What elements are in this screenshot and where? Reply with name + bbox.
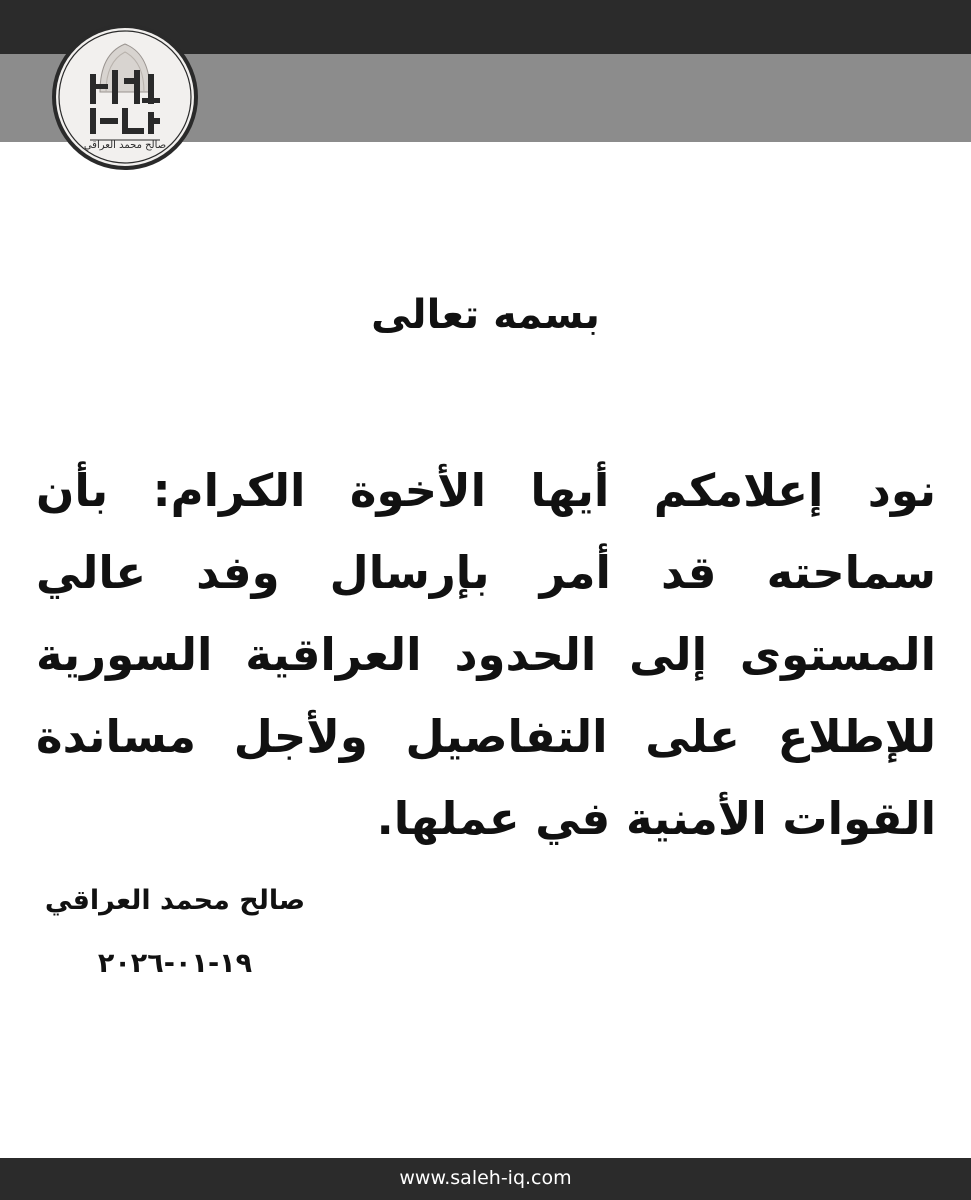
signature-name: صالح محمد العراقي <box>44 885 306 916</box>
saleh-logo-seal <box>50 22 200 172</box>
document-date: ١٩-٠١-٢٠٢٦ <box>97 948 253 979</box>
logo-ring-text: صالح محمد العراقي <box>83 140 167 151</box>
document-heading: بسمه تعالى <box>371 292 600 338</box>
document-body-text: نود إعلامكم أيها الأخوة الكرام: بأن سماحته قد أمر بإرسال وفد عالي المستوى إلى الحدود العراقية السورية للإطلاع على التفاصيل ولأجل مساندة القوات الأمنية في عملها. <box>36 464 936 845</box>
footer-website-link[interactable]: www.saleh-iq.com <box>399 1167 572 1189</box>
